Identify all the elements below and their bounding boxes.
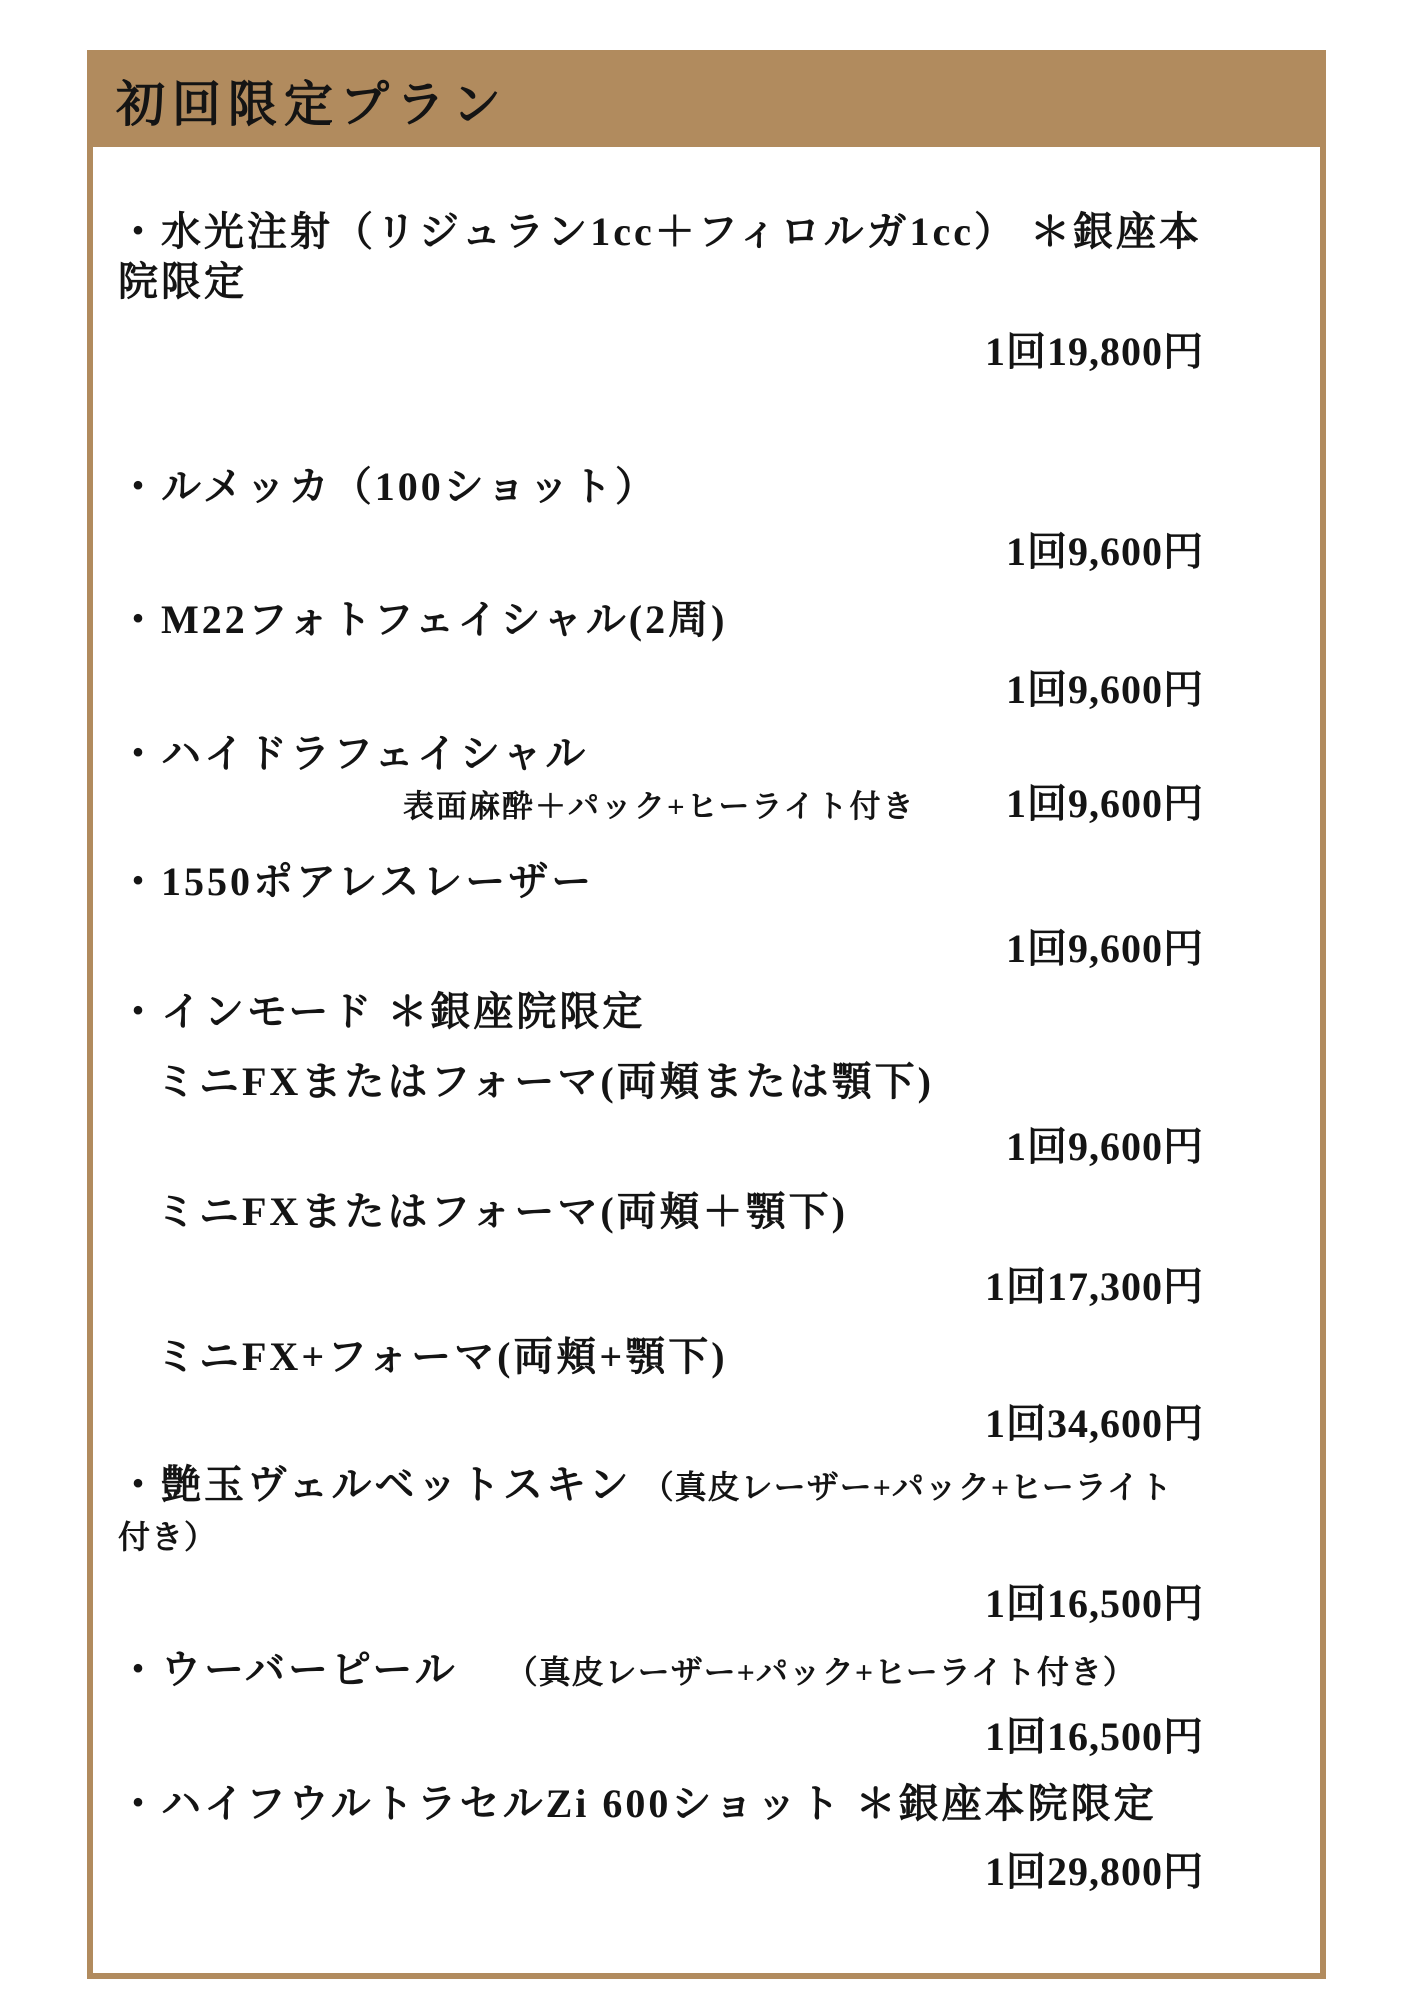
menu-subitem-minifx-plus-forma	[156, 1332, 1204, 1382]
menu-item-label: ・1550ポアレスレーザー	[118, 859, 595, 904]
menu-item-label: ・ハイフウルトラセルZi 600ショット ＊銀座本院限定	[118, 1781, 1157, 1826]
menu-item-detail: （真皮レーザー+パック+ヒーライト付き）	[118, 1469, 1173, 1555]
price-text: 1回9,600円	[1006, 1124, 1204, 1169]
menu-content	[93, 207, 1320, 1897]
menu-item-price	[118, 327, 1204, 377]
price-text: 1回9,600円	[1006, 667, 1204, 712]
menu-subitem-minifx-or-forma-1	[156, 1057, 1204, 1107]
price-text: 1回9,600円	[1006, 529, 1204, 574]
menu-item-price	[118, 924, 1204, 974]
menu-item-label: ・ウーバーピール	[118, 1647, 458, 1692]
menu-item-label: ・ルメッカ（100ショット）	[118, 464, 658, 509]
price-text: 1回17,300円	[985, 1264, 1204, 1309]
menu-item-label: ・インモード ＊銀座院限定	[118, 989, 646, 1034]
menu-item-label: ・水光注射（リジュラン1cc＋フィロルガ1cc） ＊銀座本院限定	[118, 209, 1203, 304]
menu-item-label: ・艶玉ヴェルベットスキン	[118, 1462, 632, 1507]
menu-item-label: ミニFX+フォーマ(両頬+顎下)	[156, 1334, 728, 1379]
price-text: 1回34,600円	[985, 1401, 1204, 1446]
menu-item-price	[118, 1579, 1204, 1629]
menu-item-uber-peel	[118, 1645, 1204, 1695]
menu-item-label: ミニFXまたはフォーマ(両頬または顎下)	[156, 1059, 934, 1104]
menu-item-detail: （真皮レーザー+パック+ヒーライト付き）	[505, 1654, 1136, 1690]
menu-item-m22	[118, 595, 1204, 645]
price-text: 1回16,500円	[985, 1714, 1204, 1759]
menu-item-price	[118, 1847, 1204, 1897]
price-text: 1回16,500円	[985, 1581, 1204, 1626]
menu-item-suiko	[118, 207, 1204, 307]
menu-item-price	[118, 1399, 1204, 1449]
menu-item-inmode	[118, 987, 1204, 1037]
menu-item-price	[118, 1122, 1204, 1172]
menu-item-hydrafacial	[118, 729, 1204, 779]
price-text: 1回19,800円	[985, 329, 1204, 374]
menu-item-note: 表面麻酔＋パック+ヒーライト付き	[403, 789, 916, 824]
menu-item-poreless-laser	[118, 857, 1204, 907]
menu-item-tsuyadama	[118, 1460, 1204, 1560]
menu-item-price	[118, 1712, 1204, 1762]
menu-item-label: ・M22フォトフェイシャル(2周)	[118, 597, 728, 642]
price-text: 1回29,800円	[985, 1849, 1204, 1894]
menu-item-price	[118, 527, 1204, 577]
menu-item-price	[118, 1262, 1204, 1312]
menu-item-lumecca	[118, 462, 1204, 512]
menu-item-label: ・ハイドラフェイシャル	[118, 731, 589, 776]
menu-item-label: ミニFXまたはフォーマ(両頬＋顎下)	[156, 1189, 848, 1234]
section-title: 初回限定プラン	[116, 77, 509, 132]
menu-item-price	[118, 665, 1204, 715]
price-text: 1回9,600円	[1006, 926, 1204, 971]
menu-subitem-minifx-or-forma-2	[156, 1187, 1204, 1237]
menu-item-note-row	[118, 779, 1204, 829]
menu-frame	[87, 50, 1326, 1979]
section-header	[92, 55, 1321, 147]
menu-item-hifu-ultracel	[118, 1779, 1204, 1829]
price-text: 1回9,600円	[1006, 781, 1204, 826]
